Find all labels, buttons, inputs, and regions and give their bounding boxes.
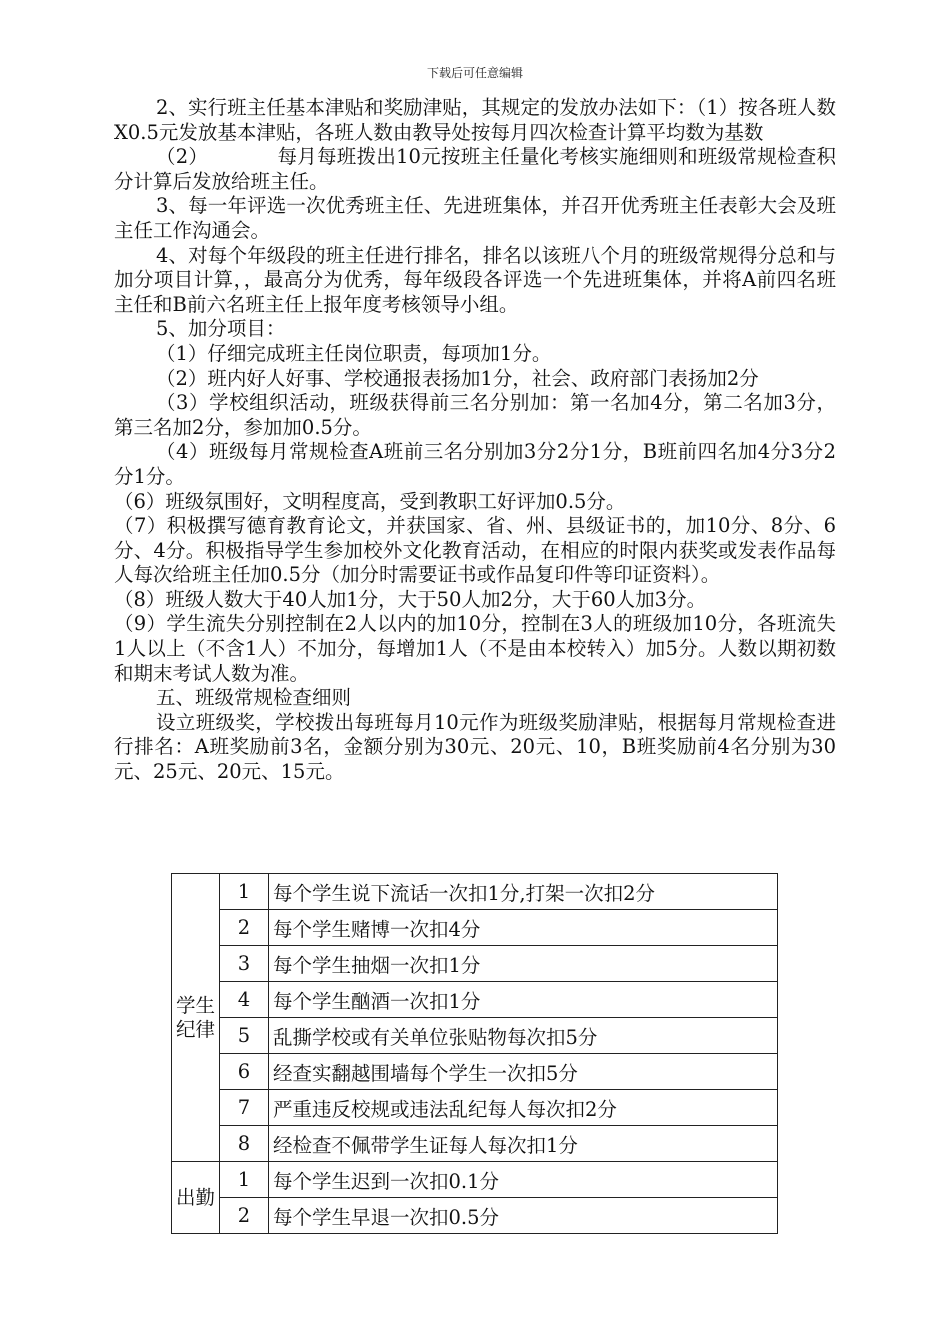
rule-description: 乱撕学校或有关单位张贴物每次扣5分 — [269, 1018, 778, 1054]
row-number: 2 — [220, 1198, 269, 1234]
table-row — [172, 1162, 778, 1198]
row-number: 8 — [220, 1126, 269, 1162]
paragraph: （6）班级氛围好，文明程度高，受到教职工好评加0.5分。 — [114, 489, 626, 513]
rule-description: 严重违反校规或违法乱纪每人每次扣2分 — [269, 1090, 778, 1126]
paragraph: （8）班级人数大于40人加1分，大于50人加2分，大于60人加3分。 — [114, 587, 707, 611]
row-number: 4 — [220, 982, 269, 1018]
section-heading: 五、班级常规检查细则 — [156, 686, 352, 710]
inspection-rules-table — [171, 873, 778, 1234]
paragraph: 设立班级奖，学校拨出每班每月10元作为班级奖励津贴，根据每月常规检查进行排名：A班奖励前3名，金额分别为30元、20元、10，B班奖励前4名分别为30元、25元、20元、15元。 — [114, 710, 836, 784]
rule-description: 每个学生酗酒一次扣1分 — [269, 982, 778, 1018]
paragraph: （2） 每月每班拨出10元按班主任量化考核实施细则和班级常规检查积分计算后发放给班主任。 — [114, 145, 836, 193]
paragraph: （7）积极撰写德育教育论文，并获国家、省、州、县级证书的，加10分、8分、6分、4分。积极指导学生参加校外文化教育活动，在相应的时限内获奖或发表作品每人每次给班主任加0.5分（加分时需要证书或作品复印件等印证资料）。 — [114, 514, 836, 587]
rule-description: 经检查不佩带学生证每人每次扣1分 — [269, 1126, 778, 1162]
table-row — [172, 910, 778, 946]
document-body — [114, 96, 836, 785]
paragraph: （1）仔细完成班主任岗位职责，每项加1分。 — [156, 341, 552, 365]
rule-description: 每个学生说下流话一次扣1分,打架一次扣2分 — [269, 874, 778, 910]
paragraph: 5、加分项目： — [156, 317, 286, 341]
table-row — [172, 946, 778, 982]
paragraph: 4、对每个年级段的班主任进行排名，排名以该班八个月的班级常规得分总和与加分项目计算，，最高分为优秀，每年级段各评选一个先进班集体，并将A前四名班主任和B前六名班主任上报年度考核领导小组。 — [114, 243, 836, 316]
category-cell: 出勤 — [172, 1162, 220, 1234]
row-number: 1 — [220, 1162, 269, 1198]
rule-description: 经查实翻越围墙每个学生一次扣5分 — [269, 1054, 778, 1090]
rule-description: 每个学生抽烟一次扣1分 — [269, 946, 778, 982]
row-number: 3 — [220, 946, 269, 982]
paragraph: （2）班内好人好事、学校通报表扬加1分，社会、政府部门表扬加2分 — [156, 366, 759, 390]
page-header: 下载后可任意编辑 — [426, 66, 523, 80]
paragraph: 3、每一年评选一次优秀班主任、先进班集体，并召开优秀班主任表彰大会及班主任工作沟通会。 — [114, 194, 836, 242]
table-row — [172, 1018, 778, 1054]
table-row — [172, 982, 778, 1018]
table-row — [172, 874, 778, 910]
rule-description: 每个学生早退一次扣0.5分 — [269, 1198, 778, 1234]
table-row — [172, 1090, 778, 1126]
paragraph: （3）学校组织活动，班级获得前三名分别加：第一名加4分，第二名加3分，第三名加2分，参加加0.5分。 — [114, 391, 836, 439]
paragraph: （9）学生流失分别控制在2人以内的加10分，控制在3人的班级加10分，各班流失1人以上（不含1人）不加分，每增加1人（不是由本校转入）加5分。人数以期初数和期末考试人数为准。 — [114, 612, 836, 685]
rule-description: 每个学生迟到一次扣0.1分 — [269, 1162, 778, 1198]
table-row — [172, 1126, 778, 1162]
row-number: 5 — [220, 1018, 269, 1054]
paragraph: （4）班级每月常规检查A班前三名分别加3分2分1分，B班前四名加4分3分2分1分。 — [114, 440, 836, 488]
row-number: 6 — [220, 1054, 269, 1090]
row-number: 7 — [220, 1090, 269, 1126]
table-row — [172, 1054, 778, 1090]
rule-description: 每个学生赌博一次扣4分 — [269, 910, 778, 946]
row-number: 2 — [220, 910, 269, 946]
category-cell: 学生纪律 — [172, 874, 220, 1162]
paragraph: 2、实行班主任基本津贴和奖励津贴，其规定的发放办法如下：（1）按各班人数X0.5元发放基本津贴，各班人数由教导处按每月四次检查计算平均数为基数 — [114, 96, 836, 144]
table-row — [172, 1198, 778, 1234]
row-number: 1 — [220, 874, 269, 910]
